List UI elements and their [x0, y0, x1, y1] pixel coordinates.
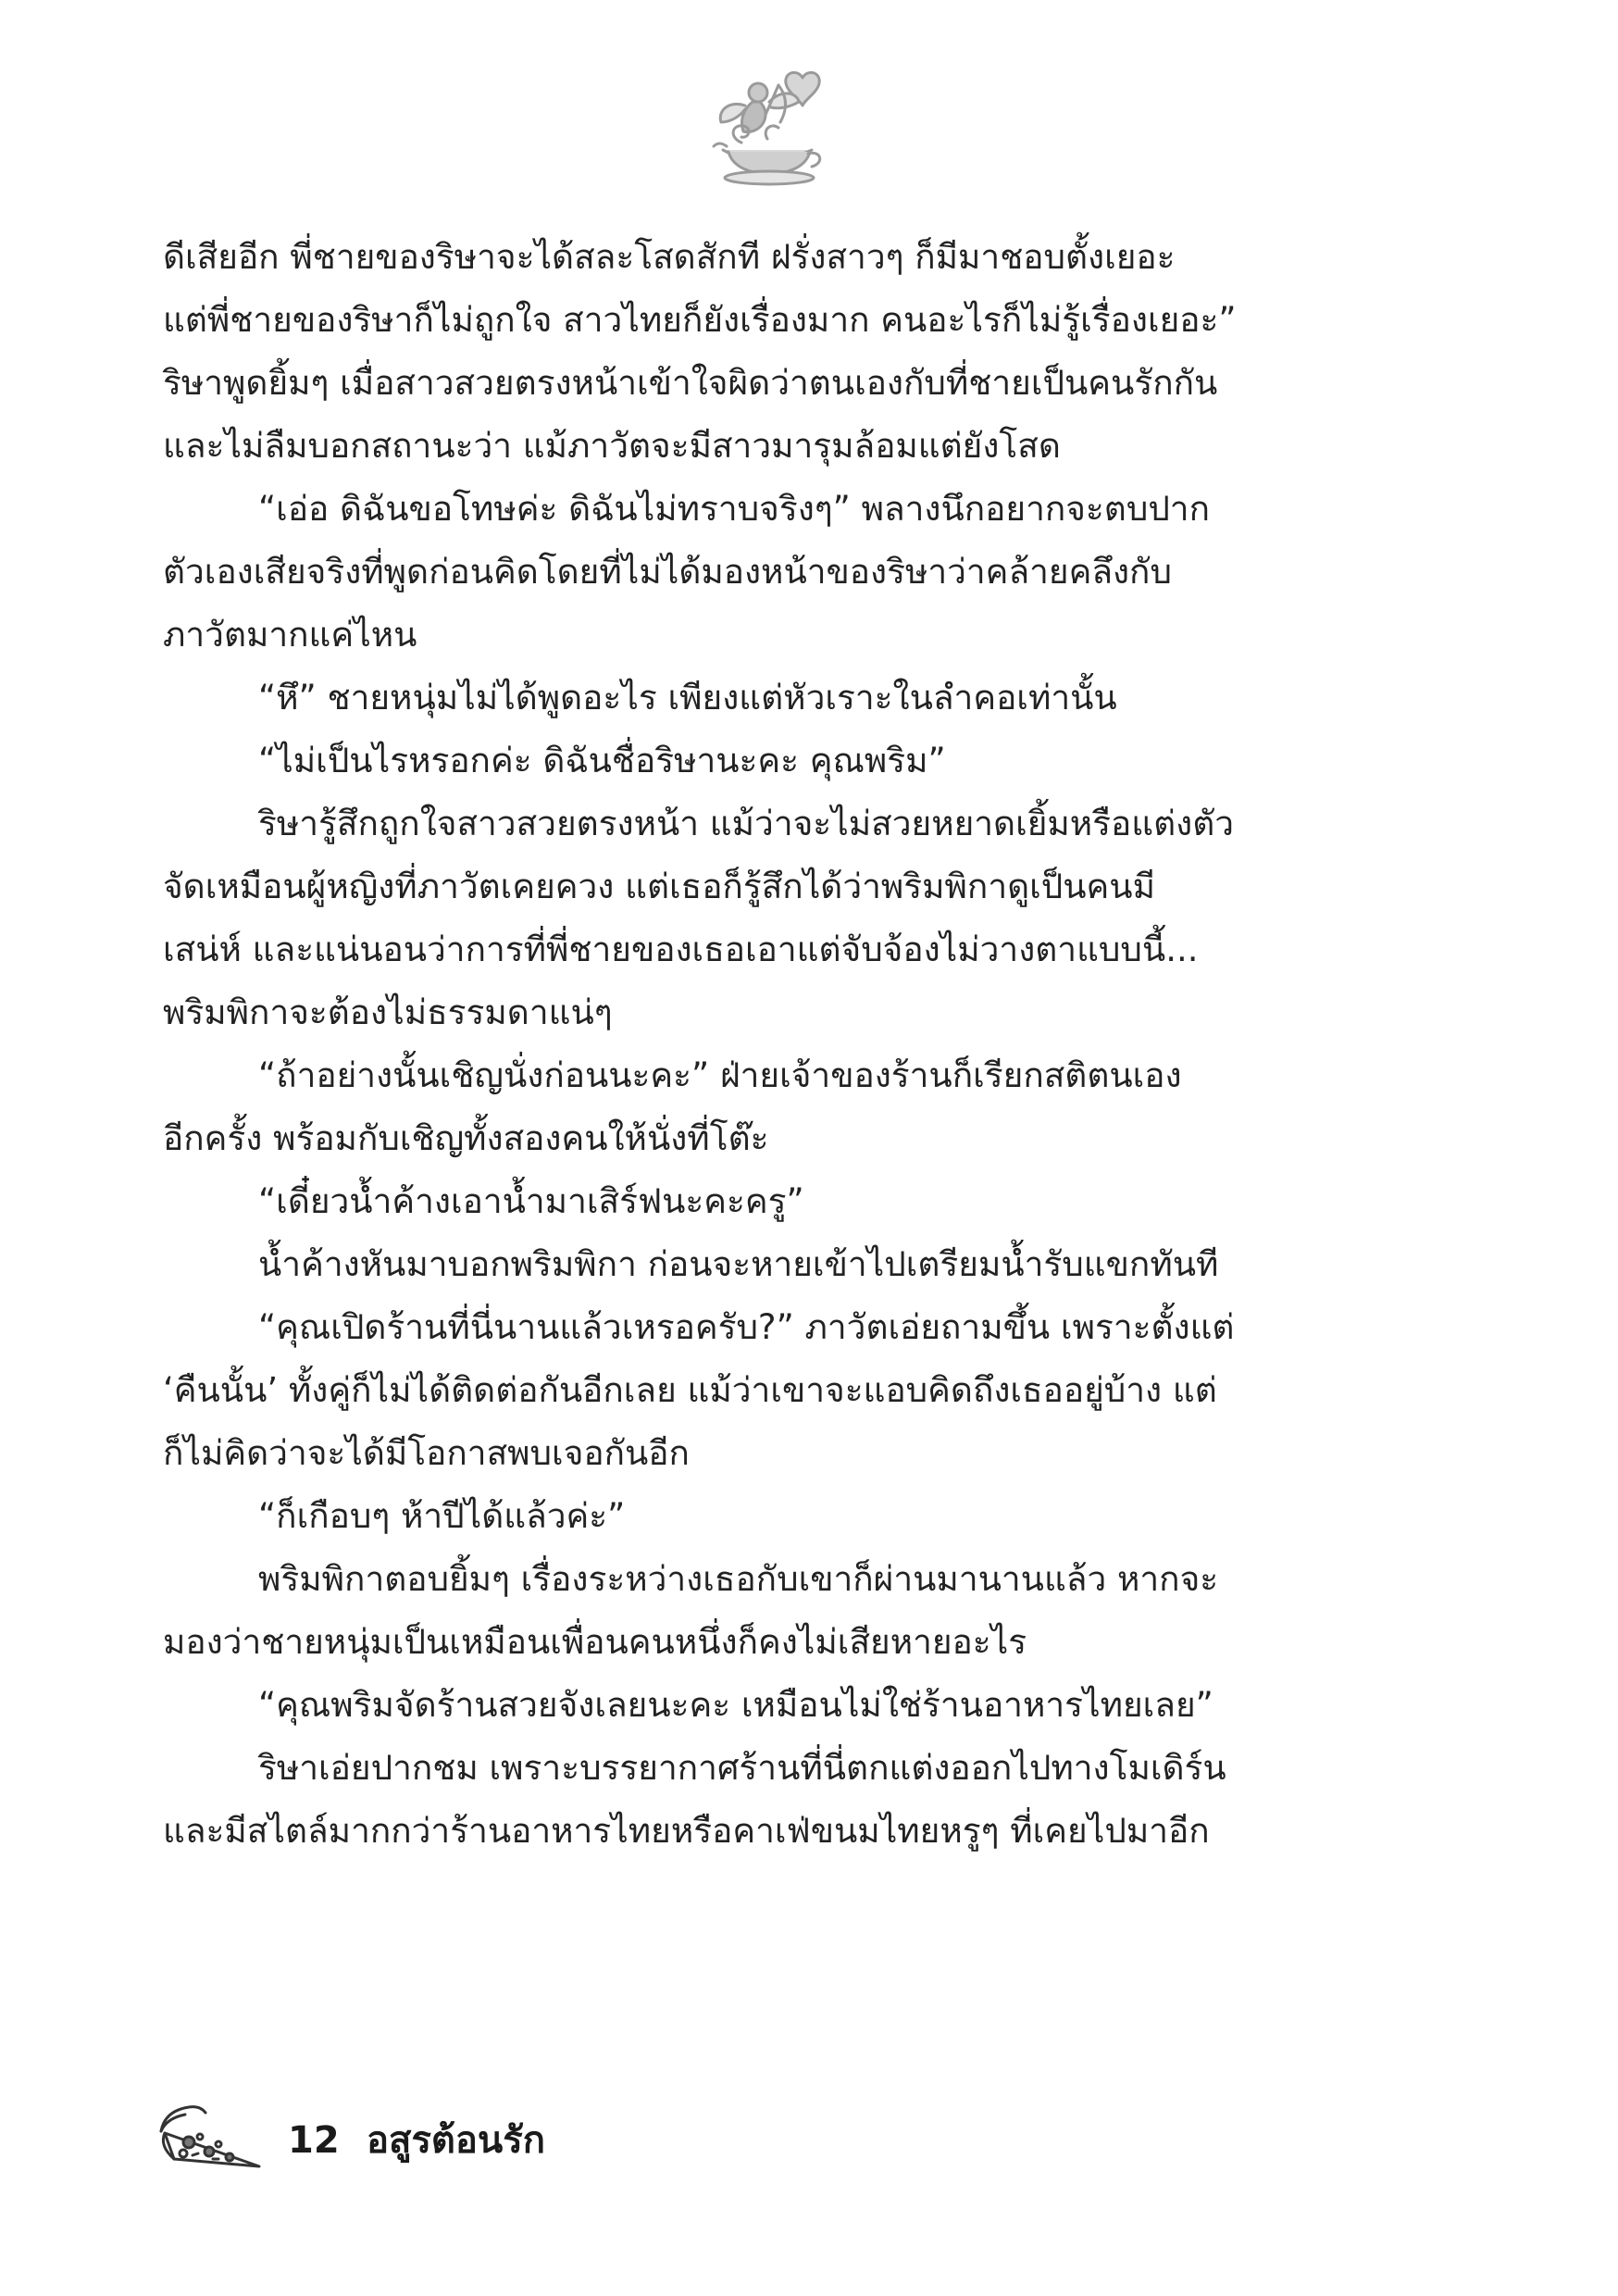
text-line: ภาวัตมากแค่ไหน — [163, 615, 417, 655]
text-line: ริษาพูดยิ้มๆ เมื่อสาวสวยตรงหน้าเข้าใจผิดว่าตนเองกับที่ชายเป็นคนรักกัน — [163, 363, 1218, 403]
text-line: พริมพิกาตอบยิ้มๆ เรื่องระหว่างเธอกับเขาก็ผ่านมานานแล้ว หากจะ — [258, 1559, 1219, 1599]
text-line: “ไม่เป็นไรหรอกค่ะ ดิฉันชื่อริษานะคะ คุณพริม” — [258, 741, 946, 780]
text-line: จัดเหมือนผู้หญิงที่ภาวัตเคยควง แต่เธอก็รู้สึกได้ว่าพริมพิกาดูเป็นคนมี — [163, 867, 1155, 906]
text-line: เสน่ห์ และแน่นอนว่าการที่พี่ชายของเธอเอาแต่จับจ้องไม่วางตาแบบนี้... — [163, 930, 1199, 969]
text-line: “คุณเปิดร้านที่นี่นานแล้วเหรอครับ?” ภาวัตเอ่ยถามขึ้น เพราะตั้งแต่ — [258, 1307, 1235, 1347]
cupid-teacup-icon — [701, 57, 840, 196]
text-line: ก็ไม่คิดว่าจะได้มีโอกาสพบเจอกันอีก — [163, 1433, 690, 1473]
pizza-slice-icon — [156, 2100, 265, 2181]
text-line: ดีเสียอีก พี่ชายของริษาจะได้สละโสดสักที ฝรั่งสาวๆ ก็มีมาชอบตั้งเยอะ — [163, 237, 1176, 277]
book-title: อสูรต้อนรัก — [367, 2119, 545, 2162]
text-line: และมีสไตล์มากกว่าร้านอาหารไทยหรือคาเฟ่ขนมไทยหรูๆ ที่เคยไปมาอีก — [163, 1811, 1210, 1851]
text-line: พริมพิกาจะต้องไม่ธรรมดาแน่ๆ — [163, 992, 613, 1032]
text-line: “หึ” ชายหนุ่มไม่ได้พูดอะไร เพียงแต่หัวเราะในลำคอเท่านั้น — [258, 678, 1117, 718]
text-line: อีกครั้ง พร้อมกับเชิญทั้งสองคนให้นั่งที่โต๊ะ — [163, 1118, 769, 1158]
text-line: ตัวเองเสียจริงที่พูดก่อนคิดโดยที่ไม่ได้มองหน้าของริษาว่าคล้ายคลึงกับ — [163, 552, 1172, 592]
text-line: แต่พี่ชายของริษาก็ไม่ถูกใจ สาวไทยก็ยังเรื่องมาก คนอะไรก็ไม่รู้เรื่องเยอะ” — [163, 300, 1237, 340]
text-line: มองว่าชายหนุ่มเป็นเหมือนเพื่อนคนหนึ่งก็คงไม่เสียหายอะไร — [163, 1622, 1027, 1662]
text-line: ริษารู้สึกถูกใจสาวสวยตรงหน้า แม้ว่าจะไม่สวยหยาดเยิ้มหรือแต่งตัว — [258, 804, 1235, 843]
text-line: “ก็เกือบๆ ห้าปีได้แล้วค่ะ” — [258, 1496, 626, 1536]
body-text — [163, 226, 1348, 1863]
text-line: ริษาเอ่ยปากชม เพราะบรรยากาศร้านที่นี่ตกแต่งออกไปทางโมเดิร์น — [258, 1748, 1226, 1788]
text-line: “เอ่อ ดิฉันขอโทษค่ะ ดิฉันไม่ทราบจริงๆ” พลางนึกอยากจะตบปาก — [258, 489, 1210, 529]
text-line: “ถ้าอย่างนั้นเชิญนั่งก่อนนะคะ” ฝ่ายเจ้าของร้านก็เรียกสติตนเอง — [258, 1055, 1182, 1095]
text-line: ‘คืนนั้น’ ทั้งคู่ก็ไม่ได้ติดต่อกันอีกเลย แม้ว่าเขาจะแอบคิดถึงเธออยู่บ้าง แต่ — [163, 1370, 1217, 1410]
page-number: 12 — [288, 2119, 340, 2162]
text-line: และไม่ลืมบอกสถานะว่า แม้ภาวัตจะมีสาวมารุมล้อมแต่ยังโสด — [163, 426, 1061, 466]
text-line: น้ำค้างหันมาบอกพริมพิกา ก่อนจะหายเข้าไปเตรียมน้ำรับแขกทันที — [258, 1244, 1219, 1284]
text-line: “เดี๋ยวน้ำค้างเอาน้ำมาเสิร์ฟนะคะครู” — [258, 1181, 804, 1221]
text-line: “คุณพริมจัดร้านสวยจังเลยนะคะ เหมือนไม่ใช่ร้านอาหารไทยเลย” — [258, 1685, 1214, 1725]
page-footer — [156, 2100, 989, 2183]
